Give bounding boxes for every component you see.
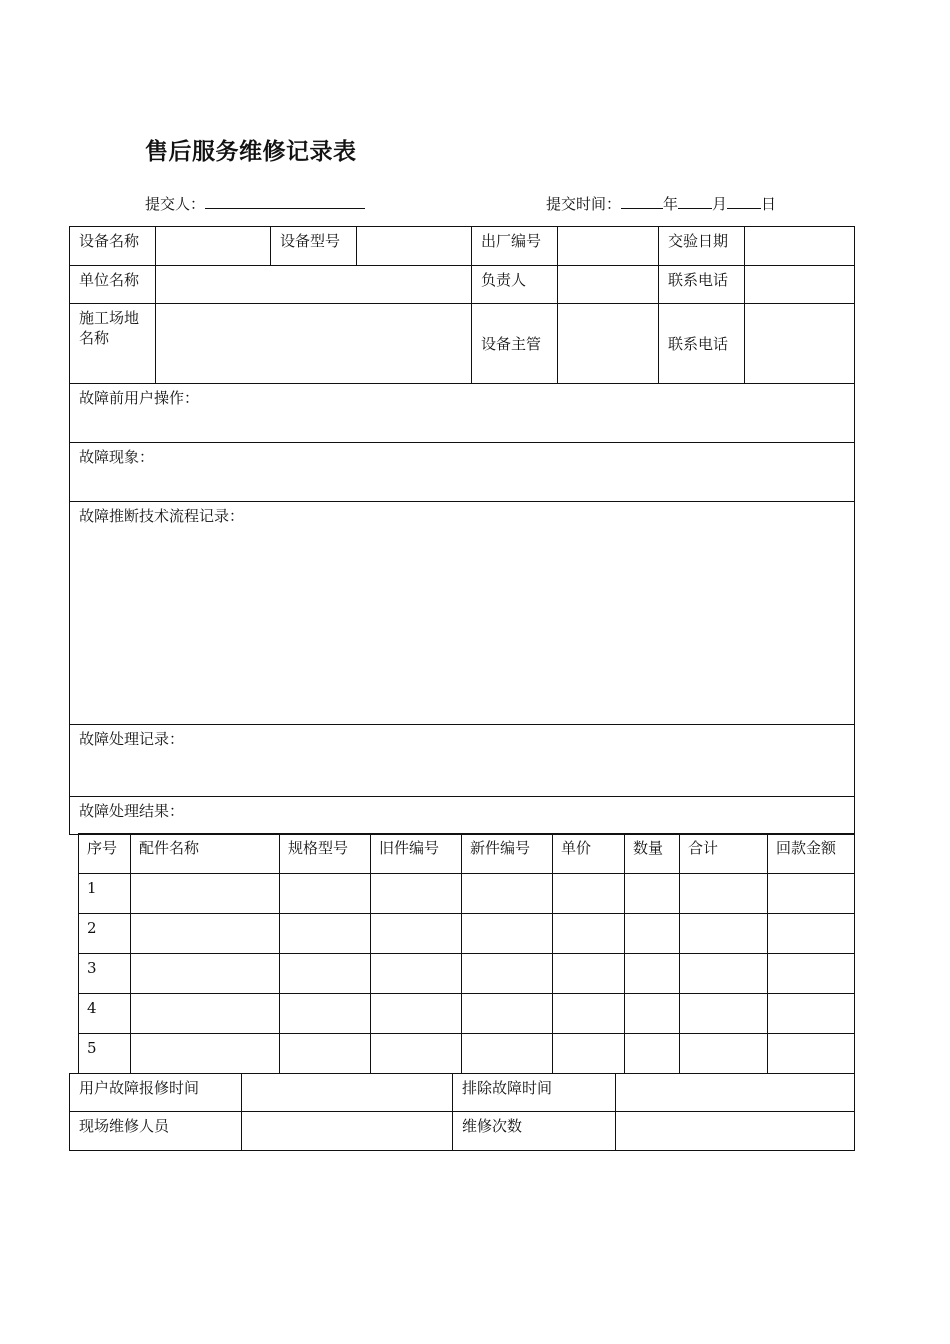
table-row (79, 994, 855, 1034)
col-header-new-no: 新件编号 (462, 834, 553, 874)
clear-time-field[interactable] (616, 1074, 855, 1112)
part-name-cell[interactable] (131, 914, 280, 954)
device-manager-field[interactable] (558, 304, 659, 384)
refund-cell[interactable] (768, 954, 855, 994)
responsible-label: 负责人 (472, 266, 558, 304)
unit-price-cell[interactable] (553, 954, 625, 994)
phone-field-1[interactable] (745, 266, 855, 304)
table-row (79, 954, 855, 994)
onsite-staff-field[interactable] (242, 1112, 453, 1151)
year-blank[interactable] (621, 194, 663, 209)
submitter-blank[interactable] (205, 194, 365, 209)
table-row (79, 1034, 855, 1074)
old-no-cell[interactable] (371, 994, 462, 1034)
handling-record-field[interactable] (70, 725, 855, 797)
submitter-label: 提交人： (145, 195, 206, 213)
col-header-total: 合计 (680, 834, 768, 874)
fault-symptom-field[interactable] (70, 443, 855, 502)
spec-cell[interactable] (280, 954, 371, 994)
fault-symptom-label: 故障现象： (79, 448, 155, 466)
device-name-field[interactable] (156, 227, 271, 266)
new-no-cell[interactable] (462, 1034, 553, 1074)
quantity-cell[interactable] (625, 874, 680, 914)
repair-count-field[interactable] (616, 1112, 855, 1151)
onsite-staff-label: 现场维修人员 (70, 1112, 242, 1151)
old-no-cell[interactable] (371, 1034, 462, 1074)
factory-no-label: 出厂编号 (472, 227, 558, 266)
clear-time-label: 排除故障时间 (453, 1074, 616, 1112)
part-name-cell[interactable] (131, 1034, 280, 1074)
new-no-cell[interactable] (462, 954, 553, 994)
day-label: 日 (761, 195, 777, 213)
part-name-cell[interactable] (131, 954, 280, 994)
col-header-spec: 规格型号 (280, 834, 371, 874)
handling-result-field[interactable] (70, 797, 855, 835)
spec-cell[interactable] (280, 874, 371, 914)
handling-result-label: 故障处理结果： (79, 802, 185, 820)
factory-no-field[interactable] (558, 227, 659, 266)
parts-header-row (79, 834, 855, 874)
device-info-table (69, 226, 855, 835)
report-time-field[interactable] (242, 1074, 453, 1112)
device-manager-label: 设备主管 (472, 304, 558, 384)
unit-price-cell[interactable] (553, 914, 625, 954)
spec-cell[interactable] (280, 994, 371, 1034)
phone-field-2[interactable] (745, 304, 855, 384)
phone-label-1: 联系电话 (659, 266, 745, 304)
col-header-part-name: 配件名称 (131, 834, 280, 874)
pre-fault-ops-label: 故障前用户操作： (79, 389, 200, 407)
device-model-label: 设备型号 (271, 227, 357, 266)
row-index: 1 (79, 874, 131, 914)
total-cell[interactable] (680, 874, 768, 914)
new-no-cell[interactable] (462, 874, 553, 914)
col-header-refund: 回款金额 (768, 834, 855, 874)
total-cell[interactable] (680, 994, 768, 1034)
row-index: 3 (79, 954, 131, 994)
quantity-cell[interactable] (625, 914, 680, 954)
total-cell[interactable] (680, 914, 768, 954)
refund-cell[interactable] (768, 1034, 855, 1074)
year-label: 年 (663, 195, 679, 213)
table-row (79, 914, 855, 954)
spec-cell[interactable] (280, 914, 371, 954)
col-header-index: 序号 (79, 834, 131, 874)
repair-summary-table (69, 1073, 855, 1151)
submitter-line (145, 193, 365, 214)
part-name-cell[interactable] (131, 874, 280, 914)
unit-price-cell[interactable] (553, 994, 625, 1034)
part-name-cell[interactable] (131, 994, 280, 1034)
delivery-date-label: 交验日期 (659, 227, 745, 266)
phone-label-2: 联系电话 (659, 304, 745, 384)
row-index: 5 (79, 1034, 131, 1074)
submit-time-label: 提交时间： (546, 195, 622, 213)
row-index: 2 (79, 914, 131, 954)
pre-fault-ops-field[interactable] (70, 384, 855, 443)
responsible-field[interactable] (558, 266, 659, 304)
device-name-label: 设备名称 (70, 227, 156, 266)
unit-name-field[interactable] (156, 266, 472, 304)
site-name-label: 施工场地 名称 (70, 304, 156, 384)
parts-table (78, 833, 855, 1074)
col-header-quantity: 数量 (625, 834, 680, 874)
old-no-cell[interactable] (371, 914, 462, 954)
old-no-cell[interactable] (371, 874, 462, 914)
submit-time-line (546, 193, 776, 214)
day-blank[interactable] (727, 194, 761, 209)
quantity-cell[interactable] (625, 1034, 680, 1074)
refund-cell[interactable] (768, 994, 855, 1034)
handling-record-label: 故障处理记录： (79, 730, 185, 748)
quantity-cell[interactable] (625, 994, 680, 1034)
device-model-field[interactable] (357, 227, 472, 266)
page-title: 售后服务维修记录表 (145, 139, 357, 165)
spec-cell[interactable] (280, 1034, 371, 1074)
total-cell[interactable] (680, 954, 768, 994)
unit-price-cell[interactable] (553, 874, 625, 914)
report-time-label: 用户故障报修时间 (70, 1074, 242, 1112)
col-header-unit-price: 单价 (553, 834, 625, 874)
unit-name-label: 单位名称 (70, 266, 156, 304)
col-header-old-no: 旧件编号 (371, 834, 462, 874)
new-no-cell[interactable] (462, 994, 553, 1034)
quantity-cell[interactable] (625, 954, 680, 994)
refund-cell[interactable] (768, 874, 855, 914)
site-name-field[interactable] (156, 304, 472, 384)
repair-count-label: 维修次数 (453, 1112, 616, 1151)
diagnosis-field[interactable] (70, 502, 855, 725)
row-index: 4 (79, 994, 131, 1034)
old-no-cell[interactable] (371, 954, 462, 994)
refund-cell[interactable] (768, 914, 855, 954)
total-cell[interactable] (680, 1034, 768, 1074)
new-no-cell[interactable] (462, 914, 553, 954)
unit-price-cell[interactable] (553, 1034, 625, 1074)
diagnosis-label: 故障推断技术流程记录： (79, 507, 245, 525)
month-blank[interactable] (678, 194, 712, 209)
table-row (79, 874, 855, 914)
delivery-date-field[interactable] (745, 227, 855, 266)
month-label: 月 (712, 195, 728, 213)
